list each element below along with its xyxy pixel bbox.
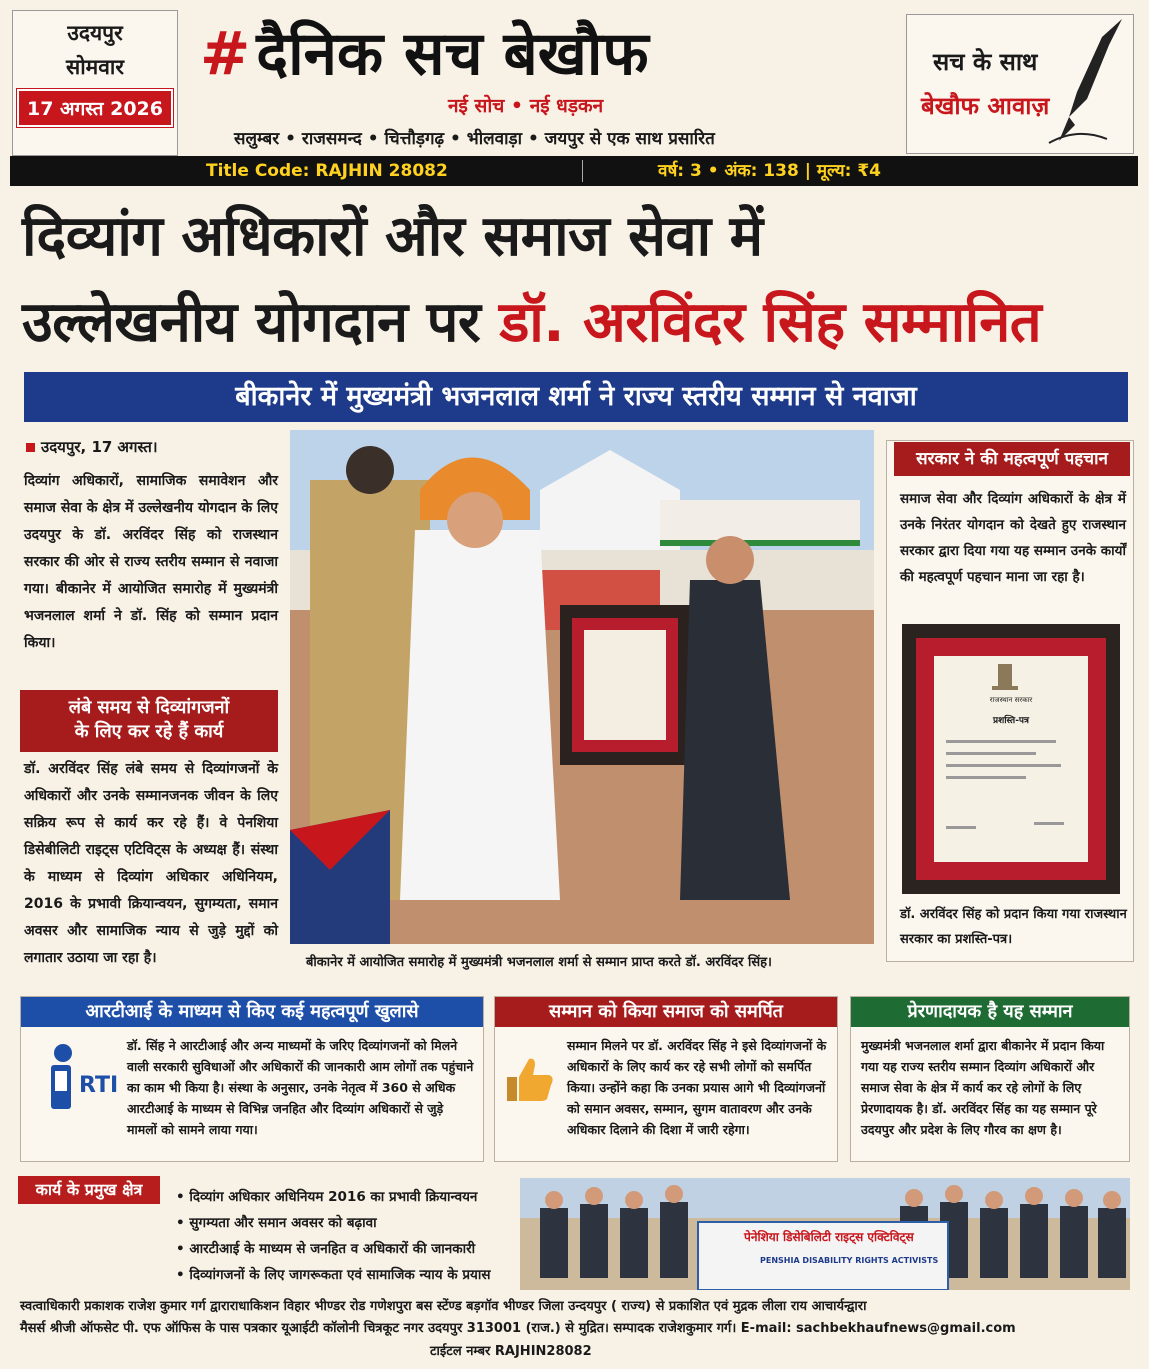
inspiration-card	[850, 996, 1130, 1162]
dedication-card-text: सम्मान मिलने पर डॉ. अरविंदर सिंह ने इसे दिव्यांगजनों के अधिकारों के लिए कार्य कर रहे सभी लोगों को समर्पित किया। उन्होंने कहा कि उनका प्रयास आगे भी दिव्यांगजनों को समान अवसर, सम्मान, सुगम वातावरण और उनके अधिकार दिलाने की दिशा में जारी रहेगा।	[567, 1038, 827, 1137]
body-paragraph: डॉ. अरविंदर सिंह लंबे समय से दिव्यांगजनों के अधिकारों और उनके सम्मानजनक जीवन के लिए सक्रिय रूप से कार्य कर रहे हैं। वे पेनशिया डिसेबीलिटी राइट्स एटिविट्स के अध्यक्ष हैं। संस्था के माध्यम से दिव्यांग अधिकार अधिनियम, 2016 के प्रभावी क्रियान्वयन, सुगम्यता, समान अवसर और सामाजिक न्याय से जुड़े मुद्दों को लगातार उठाया जा रहा है।	[24, 761, 278, 966]
focus-areas-head: कार्य के प्रमुख क्षेत्र	[18, 1176, 160, 1204]
rti-card	[20, 996, 484, 1162]
headline-line-1: दिव्यांग अधिकारों और समाज सेवा में	[22, 204, 763, 269]
ceremony-photo-illustration	[290, 430, 874, 944]
focus-item-1: दिव्यांग अधिकार अधिनियम 2016 का प्रभावी क्रियान्वयन	[189, 1189, 478, 1205]
ceremony-photo	[290, 430, 874, 944]
section-head-long-work	[20, 690, 278, 752]
imprint-line-2: मैसर्स श्रीजी ऑफसेट पी. एफ ऑफिस के पास पत्रकार यूआईटी कॉलोनी चित्रकूट नगर उदयपुर 313001 (राज.) से मुद्रित। सम्पादक राजेशकुमार गर्ग। E-mail: sachbekhaufnews@gmail.com	[20, 1321, 1016, 1336]
list-item: • सुगम्यता और समान अवसर को बढ़ावा	[176, 1215, 377, 1231]
tagline: नई सोच • नई धड़कन	[448, 95, 604, 117]
slogan-box	[906, 14, 1134, 154]
certificate-text-lines	[934, 726, 1076, 846]
issue-meta: वर्ष: 3 • अंक: 138 | मूल्य: ₹4	[658, 161, 881, 181]
title-number: टाईटल नम्बर RAJHIN28082	[430, 1344, 592, 1359]
photo-caption: बीकानेर में आयोजित समारोह में मुख्यमंत्री भजनलाल शर्मा से सम्मान प्राप्त करते डॉ. अरविंदर सिंह।	[306, 955, 772, 970]
section-head-line-1: लंबे समय से दिव्यांगजनों	[68, 697, 230, 718]
certificate-paper	[934, 656, 1088, 862]
group-photo	[520, 1178, 1130, 1290]
dateline	[26, 437, 158, 457]
rti-icon-label: RTI	[79, 1073, 119, 1098]
list-item: • आरटीआई के माध्यम से जनहित व अधिकारों की जानकारी	[176, 1241, 476, 1257]
emblem-icon	[934, 656, 1076, 696]
certificate-frame	[902, 624, 1120, 894]
dedication-card-head: सम्मान को किया समाज को समर्पित	[495, 997, 837, 1027]
imprint	[20, 1296, 1130, 1340]
slogan-line-1: सच के साथ	[933, 48, 1038, 76]
masthead-date-box	[12, 10, 178, 156]
focus-item-3: आरटीआई के माध्यम से जनहित व अधिकारों की जानकारी	[189, 1241, 476, 1257]
certificate-caption: डॉ. अरविंदर सिंह को प्रदान किया गया राजस्थान सरकार का प्रशस्ति-पत्र।	[900, 907, 1127, 947]
newspaper-name: दैनिक सच बेखौफ	[256, 19, 649, 89]
focus-item-2: सुगम्यता और समान अवसर को बढ़ावा	[189, 1215, 377, 1231]
editions-line: सलुम्बर • राजसमन्द • चित्तौड़गढ़ • भीलवाड़ा • जयपुर से एक साथ प्रसारित	[234, 129, 715, 149]
inspiration-card-head: प्रेरणादायक है यह सम्मान	[851, 997, 1129, 1027]
rti-card-head: आरटीआई के माध्यम से किए कई महत्वपूर्ण खुलासे	[21, 997, 483, 1027]
masthead-day: सोमवार	[66, 55, 124, 79]
inspiration-card-text: मुख्यमंत्री भजनलाल शर्मा द्वारा बीकानेर में प्रदान किया गया यह राज्य स्तरीय सम्मान दिव्यांग अधिकारों और समाज सेवा के क्षेत्र में कार्य कर रहे लोगों के लिए प्रेरणादायक है। डॉ. अरविंदर सिंह का यह सम्मान पूरे उदयपुर और प्रदेश के लिए गौरव का क्षण है।	[861, 1038, 1105, 1137]
newspaper-title	[200, 14, 900, 94]
headline-line-2-black: उल्लेखनीय योगदान पर	[22, 290, 481, 355]
rti-card-text: डॉ. सिंह ने आरटीआई और अन्य माध्यमों के जरिए दिव्यांगजनों को मिलने वाली सरकारी सुविधाओं और अधिकारों की जानकारी आम लोगों तक पहुंचाने का काम भी किया है। संस्था के अनुसार, उनके नेतृत्व में 360 से अधिक आरटीआई के माध्यम से विभिन्न जनहित और दिव्यांग अधिकारों से जुड़े मामलों को सामने लाया गया।	[127, 1038, 474, 1137]
hash-symbol: #	[200, 19, 251, 89]
title-code: Title Code: RAJHIN 28082	[206, 161, 448, 181]
focus-item-4: दिव्यांगजनों के लिए जागरूकता एवं सामाजिक न्याय के प्रयास	[189, 1267, 491, 1283]
slogan-line-2: बेखौफ आवाज़	[921, 92, 1050, 120]
certificate-mat	[916, 638, 1106, 880]
banner-text-hindi: पेनेशिया डिसेबिलिटी राइट्स एक्टिविट्स	[744, 1230, 914, 1244]
intro-paragraph: दिव्यांग अधिकारों, सामाजिक समावेशन और समाज सेवा के क्षेत्र में उल्लेखनीय योगदान के लिए उदयपुर के डॉ. अरविंदर सिंह को राजस्थान सरकार की ओर से राज्य स्तरीय सम्मान से नवाजा गया। बीकानेर में आयोजित समारोह में मुख्यमंत्री भजनलाल शर्मा ने डॉ. सिंह को सम्मान प्रदान किया।	[24, 473, 278, 651]
thumbs-up-icon	[503, 1055, 555, 1103]
banner-text-english: PENSHIA DISABILITY RIGHTS ACTIVISTS	[760, 1256, 939, 1265]
section-head-line-2: के लिए कर रहे हैं कार्य	[74, 721, 224, 742]
certificate-title: प्रशस्ति-पत्र	[992, 716, 1030, 726]
rti-icon	[43, 1041, 123, 1121]
dedication-card	[494, 996, 838, 1162]
headline-line-2	[22, 282, 1041, 358]
recognition-head: सरकार ने की महत्वपूर्ण पहचान	[894, 442, 1130, 476]
fountain-pen-icon	[1047, 17, 1127, 147]
info-bar-divider	[582, 160, 583, 182]
recognition-text: समाज सेवा और दिव्यांग अधिकारों के क्षेत्र में उनके निरंतर योगदान को देखते हुए राजस्थान सरकार द्वारा दिया गया यह सम्मान उनके कार्यों की महत्वपूर्ण पहचान माना जा रहा है।	[900, 491, 1126, 585]
headline-line-2-red: डॉ. अरविंदर सिंह सम्मानित	[499, 290, 1042, 355]
list-item: • दिव्यांग अधिकार अधिनियम 2016 का प्रभावी क्रियान्वयन	[176, 1189, 478, 1205]
masthead-date: 17 अगस्त 2026	[17, 89, 173, 127]
focus-areas-list	[176, 1184, 516, 1288]
bullet-square-icon	[26, 443, 35, 452]
list-item: • दिव्यांगजनों के लिए जागरूकता एवं सामाजिक न्याय के प्रयास	[176, 1267, 491, 1283]
info-bar	[10, 156, 1138, 186]
masthead-city: उदयपुर	[67, 21, 123, 45]
dateline-text: उदयपुर, 17 अगस्त।	[41, 438, 158, 456]
imprint-line-1: स्वत्वाधिकारी प्रकाशक राजेश कुमार गर्ग द्वाराराधाकिशन विहार भीण्डर रोड गणेशपुरा बस स्टेंण्ड बड़गॉव भीण्डर जिला उन्दयपुर ( राज्य) से प्रकाशित एवं मुद्रक लीला राय आचार्यन्द्वारा	[20, 1299, 867, 1314]
certificate-header: राजस्थान सरकार	[989, 696, 1033, 704]
sub-headline-banner: बीकानेर में मुख्यमंत्री भजनलाल शर्मा ने राज्य स्तरीय सम्मान से नवाजा	[24, 372, 1128, 422]
